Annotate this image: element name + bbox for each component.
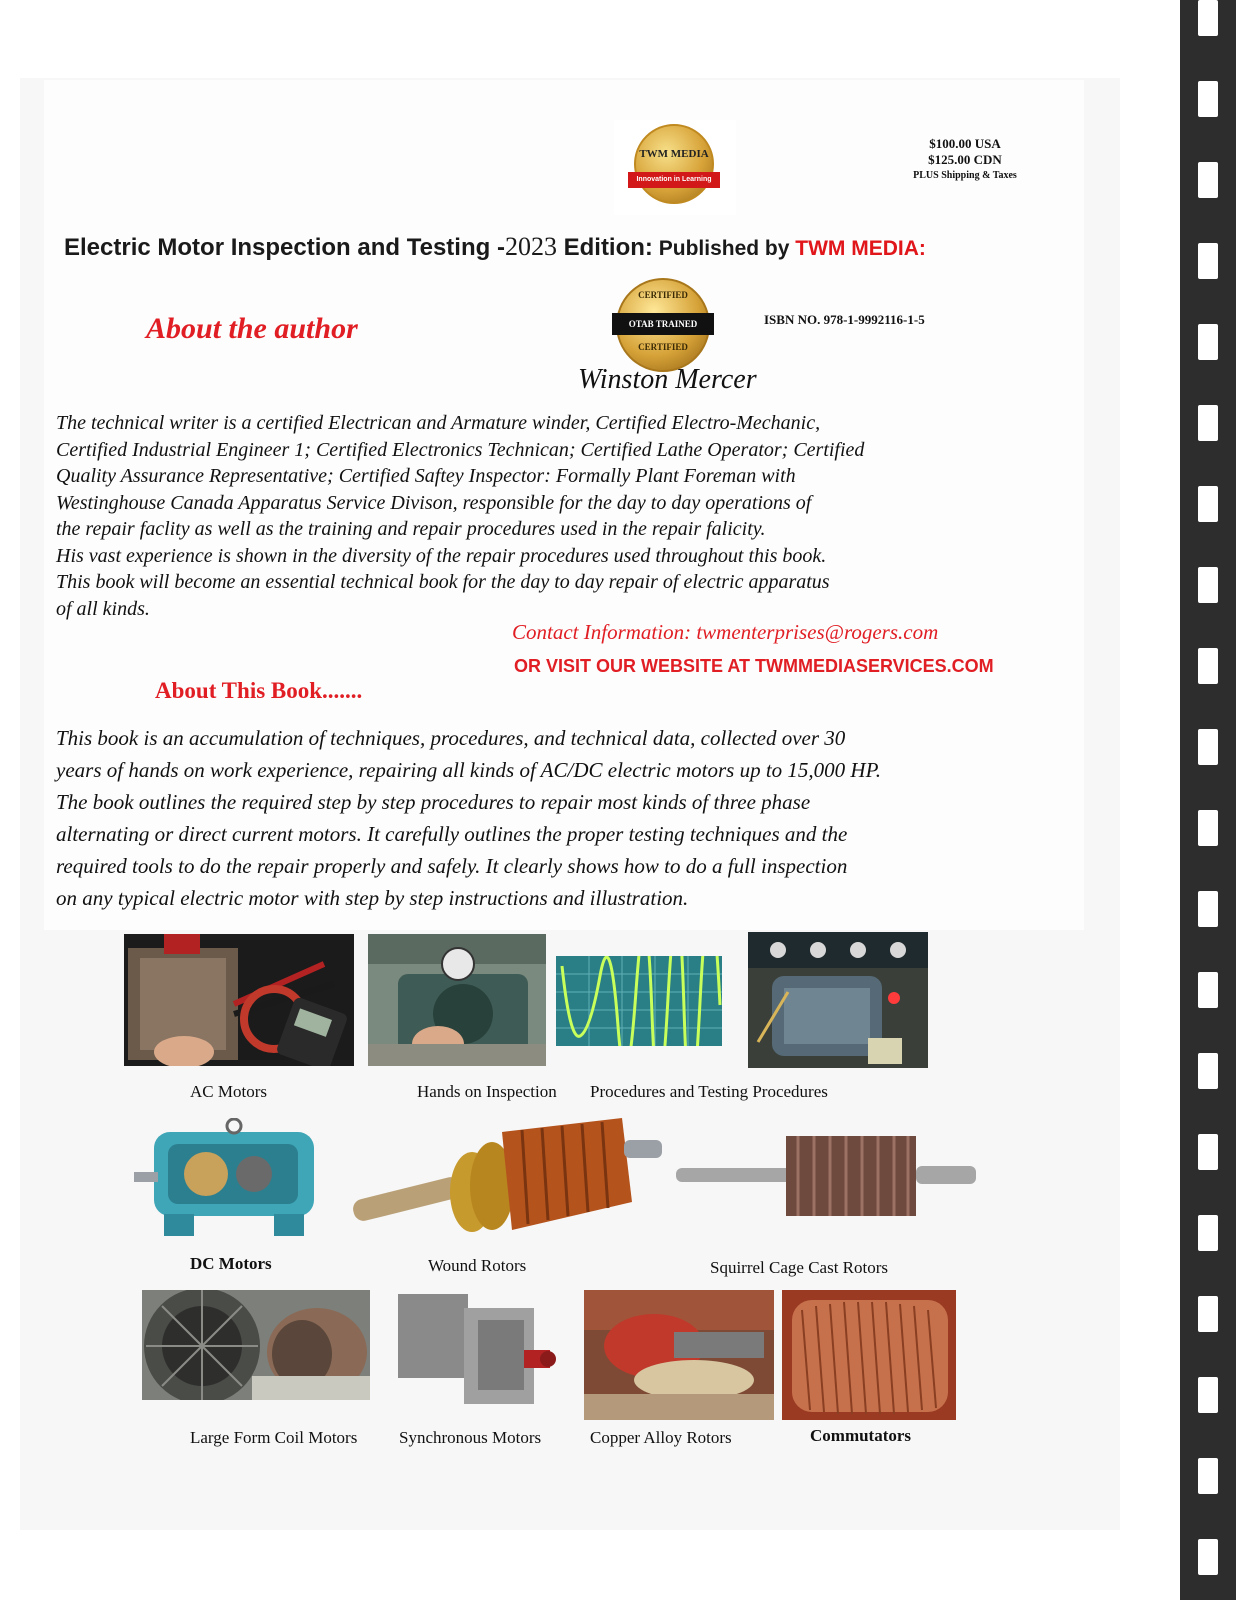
book-line: on any typical electric motor with step by step instructions and illustration. [56, 886, 689, 910]
waveform-image [556, 956, 722, 1046]
bio-line: His vast experience is shown in the diversity of the repair procedures used throughout this book. [56, 544, 827, 567]
binding-hole [1198, 1377, 1218, 1413]
title-brand: TWM MEDIA: [795, 237, 926, 260]
binding-hole [1198, 1296, 1218, 1332]
book-line: years of hands on work experience, repairing all kinds of AC/DC electric motors up to 15,000 HP. [56, 758, 881, 782]
caption-copper: Copper Alloy Rotors [590, 1428, 732, 1447]
cert-top: CERTIFIED [638, 290, 688, 300]
binding-hole [1198, 324, 1218, 360]
book-line: alternating or direct current motors. It carefully outlines the proper testing techniques and the [56, 822, 848, 846]
title-main: Electric Motor Inspection and Testing - [64, 234, 505, 261]
binding-hole [1198, 0, 1218, 36]
caption-synchronous: Synchronous Motors [399, 1428, 542, 1447]
binding-hole [1198, 891, 1218, 927]
squirrel-cage-image [676, 1128, 976, 1224]
binding-hole [1198, 486, 1218, 522]
caption-procedures: Procedures and Testing Procedures [590, 1082, 828, 1101]
binding-hole [1198, 162, 1218, 198]
commutator-photo [782, 1290, 956, 1420]
binding-hole [1198, 81, 1218, 117]
testing-procedure-photo [748, 932, 928, 1068]
isbn: ISBN NO. 978-1-9992116-1-5 [764, 312, 925, 327]
binding-hole [1198, 648, 1218, 684]
bio-line: The technical writer is a certified Electrican and Armature winder, Certified Electro-Mechanic, [56, 412, 821, 434]
wound-rotor-photo [352, 1112, 662, 1242]
caption-large-form: Large Form Coil Motors [190, 1428, 358, 1447]
binding-hole [1198, 1053, 1218, 1089]
price-usd: $100.00 USA [929, 136, 1001, 151]
synchronous-motor-photo [398, 1294, 560, 1410]
title-year: 2023 [504, 232, 557, 261]
binding-hole [1198, 1539, 1218, 1575]
price-note: PLUS Shipping & Taxes [913, 170, 1017, 181]
caption-wound-rotors: Wound Rotors [428, 1256, 527, 1275]
binding-hole [1198, 729, 1218, 765]
testing-image [748, 932, 928, 1068]
contact-info: Contact Information: twmenterprises@rogers.com [512, 620, 939, 644]
title-published: Published by [652, 237, 796, 260]
bio-line: the repair faclity as well as the training and repair procedures used in the repair falicity. [56, 518, 766, 540]
about-book-heading: About This Book....... [155, 678, 363, 703]
bio-line: Quality Assurance Representative; Certified Saftey Inspector: Formally Plant Foreman with [56, 465, 796, 487]
hands-inspection-photo [368, 934, 546, 1066]
book-line: The book outlines the required step by step procedures to repair most kinds of three phase [56, 790, 811, 814]
gold-seal-icon [634, 124, 714, 204]
synchronous-motor-image [398, 1294, 560, 1410]
bio-line: This book will become an essential technical book for the day to day repair of electric apparatus [56, 571, 830, 593]
spiral-binding [1180, 0, 1236, 1600]
large-form-coil-image [142, 1290, 370, 1400]
about-author-heading: About the author [146, 312, 358, 345]
ac-motor-image [124, 934, 354, 1066]
seal-ribbon: Innovation in Learning [628, 172, 720, 188]
binding-hole [1198, 405, 1218, 441]
ac-motor-photo [124, 934, 354, 1066]
caption-hands-on: Hands on Inspection [417, 1082, 557, 1101]
title-edition: Edition: [556, 234, 653, 261]
book-line: This book is an accumulation of techniques, procedures, and technical data, collected over 30 [56, 726, 846, 750]
commutator-image [782, 1290, 956, 1420]
bio-line: of all kinds. [56, 597, 150, 620]
caption-ac-motors: AC Motors [190, 1082, 267, 1101]
seal-title: TWM MEDIA [639, 148, 709, 160]
copper-alloy-rotor-photo [584, 1290, 774, 1420]
copper-alloy-rotor-image [584, 1290, 774, 1420]
cert-band: OTAB TRAINED [612, 313, 714, 335]
twm-media-seal [614, 120, 736, 215]
price-cdn: $125.00 CDN [928, 152, 1002, 167]
bio-line: Certified Industrial Engineer 1; Certified Electronics Technican; Certified Lathe Operator; Certified [56, 438, 865, 461]
author-name: Winston Mercer [578, 364, 757, 395]
binding-hole [1198, 1215, 1218, 1251]
caption-squirrel: Squirrel Cage Cast Rotors [710, 1258, 889, 1277]
oscilloscope-photo [556, 956, 722, 1046]
price-box [882, 136, 1048, 206]
author-bio [56, 410, 1056, 622]
binding-hole [1198, 810, 1218, 846]
book-description [56, 722, 1056, 914]
dc-motor-photo [134, 1118, 340, 1242]
binding-hole [1198, 1134, 1218, 1170]
caption-commutators: Commutators [810, 1426, 912, 1445]
binding-hole [1198, 567, 1218, 603]
hands-inspection-image [368, 934, 546, 1066]
certified-seal-icon [616, 278, 710, 372]
website-link[interactable]: OR VISIT OUR WEBSITE AT TWMMEDIASERVICES.COM [514, 656, 994, 676]
binding-hole [1198, 972, 1218, 1008]
bio-line: Westinghouse Canada Apparatus Service Divison, responsible for the day to day operations of [56, 491, 812, 514]
squirrel-cage-photo [676, 1128, 976, 1224]
wound-rotor-image [352, 1112, 662, 1242]
page-title [64, 232, 926, 262]
book-line: required tools to do the repair properly and safely. It clearly shows how to do a full inspection [56, 854, 848, 878]
binding-hole [1198, 1458, 1218, 1494]
large-form-coil-photo [142, 1290, 370, 1400]
caption-dc-motors: DC Motors [190, 1254, 272, 1273]
binding-hole [1198, 243, 1218, 279]
cert-bottom: CERTIFIED [638, 342, 688, 352]
dc-motor-image [134, 1118, 340, 1242]
